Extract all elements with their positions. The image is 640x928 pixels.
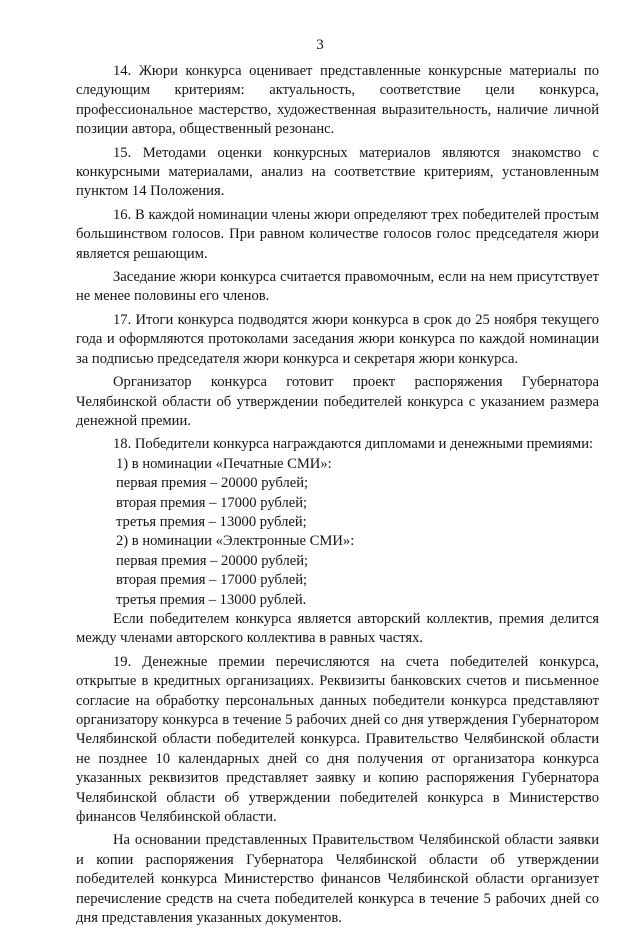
list-item: третья премия – 13000 рублей; [116, 513, 307, 530]
paragraph: Организатор конкурса готовит проект распоряжения Губернатора Челябинской области об утверждении победителей конкурса с указанием размера денежной премии. [76, 374, 599, 429]
list-item: вторая премия – 17000 рублей; [116, 494, 308, 511]
paragraph: 16. В каждой номинации члены жюри определяют трех победителей простым большинством голосов. При равном количестве голосов голос председателя жюри является решающим. [76, 206, 599, 262]
list-item: 1) в номинации «Печатные СМИ»: [116, 455, 332, 472]
list-item: вторая премия – 17000 рублей; [116, 572, 308, 589]
paragraph: 19. Денежные премии перечисляются на счета победителей конкурса, открытые в кредитных организациях. Реквизиты банковских счетов и письменное согласие на обработку персональных данных победители конкурса представляют организатору конкурса в течение 5 рабочих дней со дня утверждения Губернатором Челябинской области победителей конкурса. Правительство Челябинской области не позднее 10 календарных дней со дня получения от организатора конкурса указанных реквизитов представляет заявку и копию распоряжения Губернатора Челябинской области об утверждении победителей конкурса в Министерство финансов Челябинской области. [76, 653, 599, 826]
paragraph: 14. Жюри конкурса оценивает представленные конкурсные материалы по следующим критериям: актуальность, соответствие цели конкурса, профессиональное мастерство, художественная выразительность, наличие личной позиции автора, общественный резонанс. [76, 63, 599, 138]
list-item: первая премия – 20000 рублей; [116, 475, 309, 492]
list-item: третья премия – 13000 рублей. [116, 591, 307, 608]
page-number: 3 [316, 37, 324, 53]
paragraph: На основании представленных Правительством Челябинской области заявки и копии распоряжения Губернатора Челябинской области об утверждении победителей конкурса Министерство финансов Челябинской области организует перечисление средств на счета победителей конкурса в течение 5 рабочих дней со дня представления указанных документов. [76, 832, 599, 927]
paragraph: Если победителем конкурса является авторский коллектив, премия делится между членами авторского коллектива в равных частях. [76, 610, 599, 647]
list-item: 2) в номинации «Электронные СМИ»: [116, 533, 355, 550]
paragraph: 17. Итоги конкурса подводятся жюри конкурса в срок до 25 ноября текущего года и оформляются протоколами заседания жюри конкурса по каждой номинации за подписью председателя жюри конкурса и секретаря жюри конкурса. [76, 311, 599, 367]
document-body [76, 62, 599, 928]
paragraph: 18. Победители конкурса награждаются дипломами и денежными премиями: [113, 436, 594, 453]
paragraph: Заседание жюри конкурса считается правомочным, если на нем присутствует не менее половины его членов. [76, 269, 599, 305]
list-item: первая премия – 20000 рублей; [116, 552, 309, 569]
paragraph: 15. Методами оценки конкурсных материалов являются знакомство с конкурсными материалами, анализ на соответствие критериям, установленным пунктом 14 Положения. [76, 144, 599, 200]
